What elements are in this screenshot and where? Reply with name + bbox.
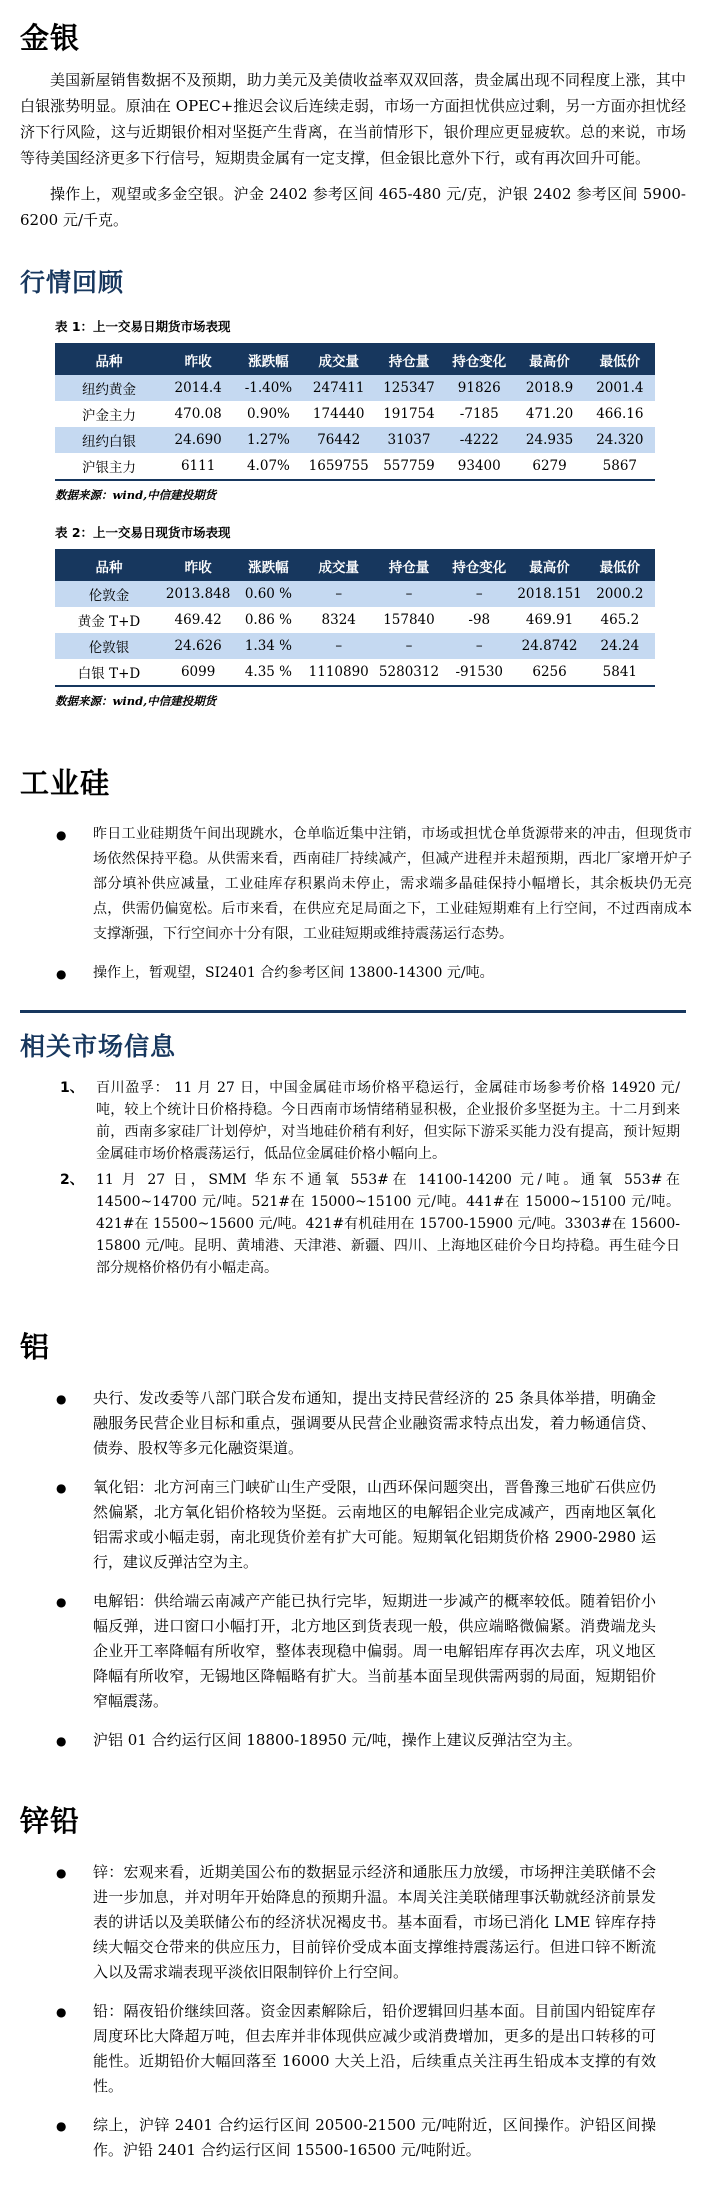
- table-cell: 471.20: [525, 406, 574, 422]
- table-cell: 2000.2: [596, 586, 644, 602]
- bullet-text: 综上，沪锌 2401 合约运行区间 20500-21500 元/吨附近，区间操作。沪铅区间操作。沪铅 2401 合约运行区间 15500-16500 元/吨附近。: [93, 2116, 656, 2159]
- table-cell: 8324: [321, 612, 356, 628]
- table-cell: 31037: [387, 432, 431, 448]
- item-number: 1、: [60, 1080, 84, 1096]
- list-item: [56, 1589, 656, 1714]
- table-cell: 沪金主力: [82, 408, 136, 424]
- table-body: [55, 375, 655, 480]
- table-cell: 93400: [457, 458, 501, 474]
- aluminum-title: 铝: [20, 1330, 51, 1364]
- list-item: [60, 1169, 680, 1279]
- column-header: 成交量: [304, 344, 374, 375]
- bullet-icon: ●: [56, 1734, 67, 1748]
- market-review-title: 行情回顾: [20, 268, 125, 297]
- table-cell: 2001.4: [596, 380, 644, 396]
- futures-market-table: [55, 343, 655, 481]
- related-info-title: 相关市场信息: [20, 1032, 177, 1061]
- column-header: 成交量: [304, 550, 374, 581]
- column-header: 最高价: [514, 344, 584, 375]
- table-body: [55, 581, 655, 686]
- item-text: 11 月 27 日，SMM 华东不通氧 553#在 14100-14200 元/吨。通氧 553#在 14500~14700 元/吨。521#在 15000~15100 元/吨。441#在 15000~15100 元/吨。421#在 15500~15600 元/吨。421#有机硅用在 15700-15900 元/吨。3303#在 15600-15800 元/吨。昆明、黄埔港、天津港、新疆、四川、上海地区硅价今日均持稳。再生硅今日部分规格价格仍有小幅走高。: [96, 1172, 680, 1276]
- spot-market-table: [55, 549, 655, 687]
- table-cell: 1659755: [308, 458, 369, 474]
- column-header: 持仓量: [374, 550, 444, 581]
- table-cell: –: [335, 586, 343, 602]
- table-cell: -98: [468, 612, 491, 628]
- table-cell: 0.90%: [246, 406, 290, 422]
- bullet-icon: ●: [56, 828, 67, 842]
- list-item: [56, 2113, 656, 2163]
- bullet-icon: ●: [56, 1392, 67, 1406]
- bullet-icon: ●: [56, 2119, 67, 2133]
- table-cell: –: [405, 638, 413, 654]
- table-cell: –: [405, 586, 413, 602]
- table-2-source: 数据来源：wind,中信建投期货: [55, 694, 217, 708]
- table-cell: -7185: [459, 406, 499, 422]
- table-header-row: [55, 344, 655, 375]
- list-item: [56, 961, 692, 986]
- section-industrial-silicon: [20, 761, 692, 986]
- bullet-text: 氧化铝：北方河南三门峡矿山生产受限，山西环保问题突出，晋鲁豫三地矿石供应仍然偏紧，北方氧化铝价格较为坚挺。云南地区的电解铝企业完成减产，西南地区氧化铝需求或小幅走弱，南北现货价差有扩大可能。短期氧化铝期货价格 2900-2980 运行，建议反弹沽空为主。: [93, 1478, 656, 1571]
- list-item: [56, 822, 692, 947]
- table-cell: 2018.9: [525, 380, 574, 396]
- section-zinc-lead: [20, 1799, 686, 2163]
- column-header: 昨收: [163, 550, 233, 581]
- table-cell: -4222: [459, 432, 499, 448]
- table-cell: -1.40%: [244, 380, 293, 396]
- table-cell: 6279: [532, 458, 567, 474]
- section-market-review: [20, 263, 686, 709]
- column-header: 最低价: [585, 550, 655, 581]
- table-row: [55, 401, 655, 427]
- bullet-text: 央行、发改委等八部门联合发布通知，提出支持民营经济的 25 条具体举措，明确金融服务民营企业目标和重点，强调要从民营企业融资需求特点出发，着力畅通信贷、债券、股权等多元化融资渠道。: [93, 1389, 656, 1457]
- gold-silver-paragraph-2: 操作上，观望或多金空银。沪金 2402 参考区间 465-480 元/克，沪银 2402 参考区间 5900-6200 元/千克。: [20, 185, 686, 229]
- bullet-text: 操作上，暂观望，SI2401 合约参考区间 13800-14300 元/吨。: [93, 965, 494, 981]
- table-cell: 0.60 %: [244, 586, 293, 602]
- column-header: 品种: [55, 344, 163, 375]
- table-cell: 24.935: [525, 432, 574, 448]
- section-aluminum: [20, 1325, 686, 1753]
- table-row: [55, 607, 655, 633]
- bullet-icon: ●: [56, 1481, 67, 1495]
- list-item: [56, 1999, 656, 2099]
- industrial-silicon-title: 工业硅: [20, 766, 111, 800]
- table-row: [55, 427, 655, 453]
- table-cell: 2018.151: [517, 586, 582, 602]
- table-cell: 91826: [457, 380, 501, 396]
- column-header: 品种: [55, 550, 163, 581]
- table-row: [55, 581, 655, 607]
- industrial-silicon-bullets: [20, 822, 692, 986]
- table-row: [55, 659, 655, 686]
- bullet-icon: ●: [56, 967, 67, 981]
- table-2-caption: 表 2：上一交易日现货市场表现: [55, 525, 231, 540]
- table-cell: 6256: [532, 664, 567, 680]
- gold-silver-title: 金银: [20, 21, 81, 55]
- bullet-text: 沪铝 01 合约运行区间 18800-18950 元/吨，操作上建议反弹沽空为主。: [93, 1731, 582, 1749]
- table-header: [55, 344, 655, 375]
- item-text: 百川盈孚： 11 月 27 日，中国金属硅市场价格平稳运行，金属硅市场参考价格 14920 元/吨，较上个统计日价格持稳。今日西南市场情绪稍显积极，企业报价多坚挺为主。十二月到来前，西南多家硅厂计划停炉，对当地硅价稍有利好，但实际下游采买能力没有提高，预计短期金属硅市场价格震荡运行，低品位金属硅价格小幅向上。: [96, 1080, 680, 1162]
- table-1-source: 数据来源：wind,中信建投期货: [55, 488, 217, 502]
- table-cell: 纽约黄金: [82, 382, 136, 398]
- table-cell: -91530: [455, 664, 504, 680]
- table-cell: 2013.848: [165, 586, 231, 602]
- section-gold-silver: [20, 16, 686, 233]
- table-header-row: [55, 550, 655, 581]
- column-header: 持仓变化: [444, 344, 514, 375]
- table-cell: 4.35 %: [244, 664, 293, 680]
- table-cell: –: [475, 586, 483, 602]
- table-cell: 纽约白银: [82, 434, 136, 450]
- table-cell: 465.2: [600, 612, 640, 628]
- table-cell: 191754: [383, 406, 435, 422]
- list-item: [56, 1860, 656, 1985]
- list-item: [56, 1475, 656, 1575]
- table-cell: 24.690: [174, 432, 222, 448]
- table-cell: 1110890: [308, 664, 369, 680]
- aluminum-bullets: [20, 1386, 686, 1753]
- table-cell: 24.626: [174, 638, 222, 654]
- table-row: [55, 375, 655, 401]
- zinc-lead-bullets: [20, 1860, 686, 2163]
- table-cell: 5280312: [378, 664, 440, 680]
- column-header: 涨跌幅: [233, 550, 303, 581]
- table-cell: –: [335, 638, 343, 654]
- table-cell: 沪银主力: [82, 460, 136, 476]
- column-header: 持仓变化: [444, 550, 514, 581]
- gold-silver-paragraph-1: 美国新屋销售数据不及预期，助力美元及美债收益率双双回落，贵金属出现不同程度上涨，其中白银涨势明显。原油在 OPEC+推迟会议后连续走弱，市场一方面担忧供应过剩，另一方面亦担忧经济下行风险，这与近期银价相对坚挺产生背离，在当前情形下，银价理应更显疲软。总的来说，市场等待美国经济更多下行信号，短期贵金属有一定支撑，但金银比意外下行，或有再次回升可能。: [20, 71, 686, 167]
- list-item: [56, 1386, 656, 1461]
- table-cell: 24.24: [600, 638, 640, 654]
- table-cell: 4.07%: [246, 458, 290, 474]
- table-cell: 1.27%: [246, 432, 290, 448]
- table-1-caption: 表 1：上一交易日期货市场表现: [55, 319, 231, 334]
- list-item: [56, 1728, 656, 1753]
- bullet-icon: ●: [56, 1866, 67, 1880]
- column-header: 昨收: [163, 344, 233, 375]
- related-info-list: [20, 1077, 686, 1279]
- bullet-text: 锌：宏观来看，近期美国公布的数据显示经济和通胀压力放缓，市场押注美联储不会进一步加息，并对明年开始降息的预期升温。本周关注美联储理事沃勒就经济前景发表的讲话以及美联储公布的经济状况褐皮书。基本面看，市场已消化 LME 锌库存持续大幅交仓带来的供应压力，目前锌价受成本面支撑维持震荡运行。但进口锌不断流入以及需求端表现平淡依旧限制锌价上行空间。: [93, 1863, 656, 1981]
- bullet-text: 电解铝：供给端云南减产产能已执行完毕，短期进一步减产的概率较低。随着铝价小幅反弹，进口窗口小幅打开，北方地区到货表现一般，供应端略微偏紧。消费端龙头企业开工率降幅有所收窄，整体表现稳中偏弱。周一电解铝库存再次去库，巩义地区降幅有所收窄，无锡地区降幅略有扩大。当前基本面呈现供需两弱的局面，短期铝价窄幅震荡。: [93, 1592, 656, 1710]
- table-cell: 5867: [602, 458, 638, 474]
- table-cell: 466.16: [596, 406, 644, 422]
- table-cell: 76442: [317, 432, 361, 448]
- table-cell: 470.08: [174, 406, 222, 422]
- column-header: 持仓量: [374, 344, 444, 375]
- item-number: 2、: [60, 1172, 84, 1188]
- table-cell: 469.42: [174, 612, 222, 628]
- section-related-info: [20, 1010, 686, 1279]
- table-cell: 白银 T+D: [77, 666, 141, 682]
- zinc-lead-title: 锌铅: [20, 1804, 81, 1838]
- table-cell: 157840: [383, 612, 435, 628]
- table-cell: 6099: [180, 664, 216, 680]
- table-cell: 5841: [602, 664, 638, 680]
- table-row: [55, 633, 655, 659]
- table-cell: 0.86 %: [244, 612, 293, 628]
- table-row: [55, 453, 655, 480]
- table-cell: –: [475, 638, 483, 654]
- table-cell: 6111: [180, 458, 216, 474]
- bullet-icon: ●: [56, 1595, 67, 1609]
- table-cell: 伦敦银: [88, 640, 130, 656]
- table-cell: 125347: [383, 380, 435, 396]
- table-cell: 24.320: [596, 432, 644, 448]
- table-cell: 1.34 %: [244, 638, 293, 654]
- table-cell: 伦敦金: [88, 588, 130, 604]
- column-header: 涨跌幅: [233, 344, 303, 375]
- list-item: [60, 1077, 680, 1165]
- table-header: [55, 550, 655, 581]
- column-header: 最高价: [514, 550, 584, 581]
- table-cell: 557759: [383, 458, 435, 474]
- section-divider: [20, 1010, 686, 1013]
- table-cell: 24.8742: [521, 638, 578, 654]
- table-cell: 174440: [312, 406, 365, 422]
- bullet-text: 铅：隔夜铅价继续回落。资金因素解除后，铅价逻辑回归基本面。目前国内铅锭库存周度环比大降超万吨，但去库并非体现供应减少或消费增加，更多的是出口转移的可能性。近期铅价大幅回落至 16000 大关上沿，后续重点关注再生铅成本支撑的有效性。: [93, 2002, 656, 2095]
- bullet-text: 昨日工业硅期货午间出现跳水，仓单临近集中注销，市场或担忧仓单货源带来的冲击，但现货市场依然保持平稳。从供需来看，西南硅厂持续减产，但减产进程并未超预期，西北厂家增开炉子部分填补供应减量，工业硅库存积累尚未停止，需求端多晶硅保持小幅增长，其余板块仍无亮点，供需仍偏宽松。后市来看，在供应充足局面之下，工业硅短期难有上行空间，不过西南成本支撑渐强，下行空间亦十分有限，工业硅短期或维持震荡运行态势。: [93, 826, 692, 942]
- table-cell: 469.91: [525, 612, 574, 628]
- table-cell: 黄金 T+D: [77, 614, 141, 630]
- table-cell: 2014.4: [174, 380, 222, 396]
- table-cell: 247411: [312, 380, 365, 396]
- column-header: 最低价: [585, 344, 655, 375]
- bullet-icon: ●: [56, 2005, 67, 2019]
